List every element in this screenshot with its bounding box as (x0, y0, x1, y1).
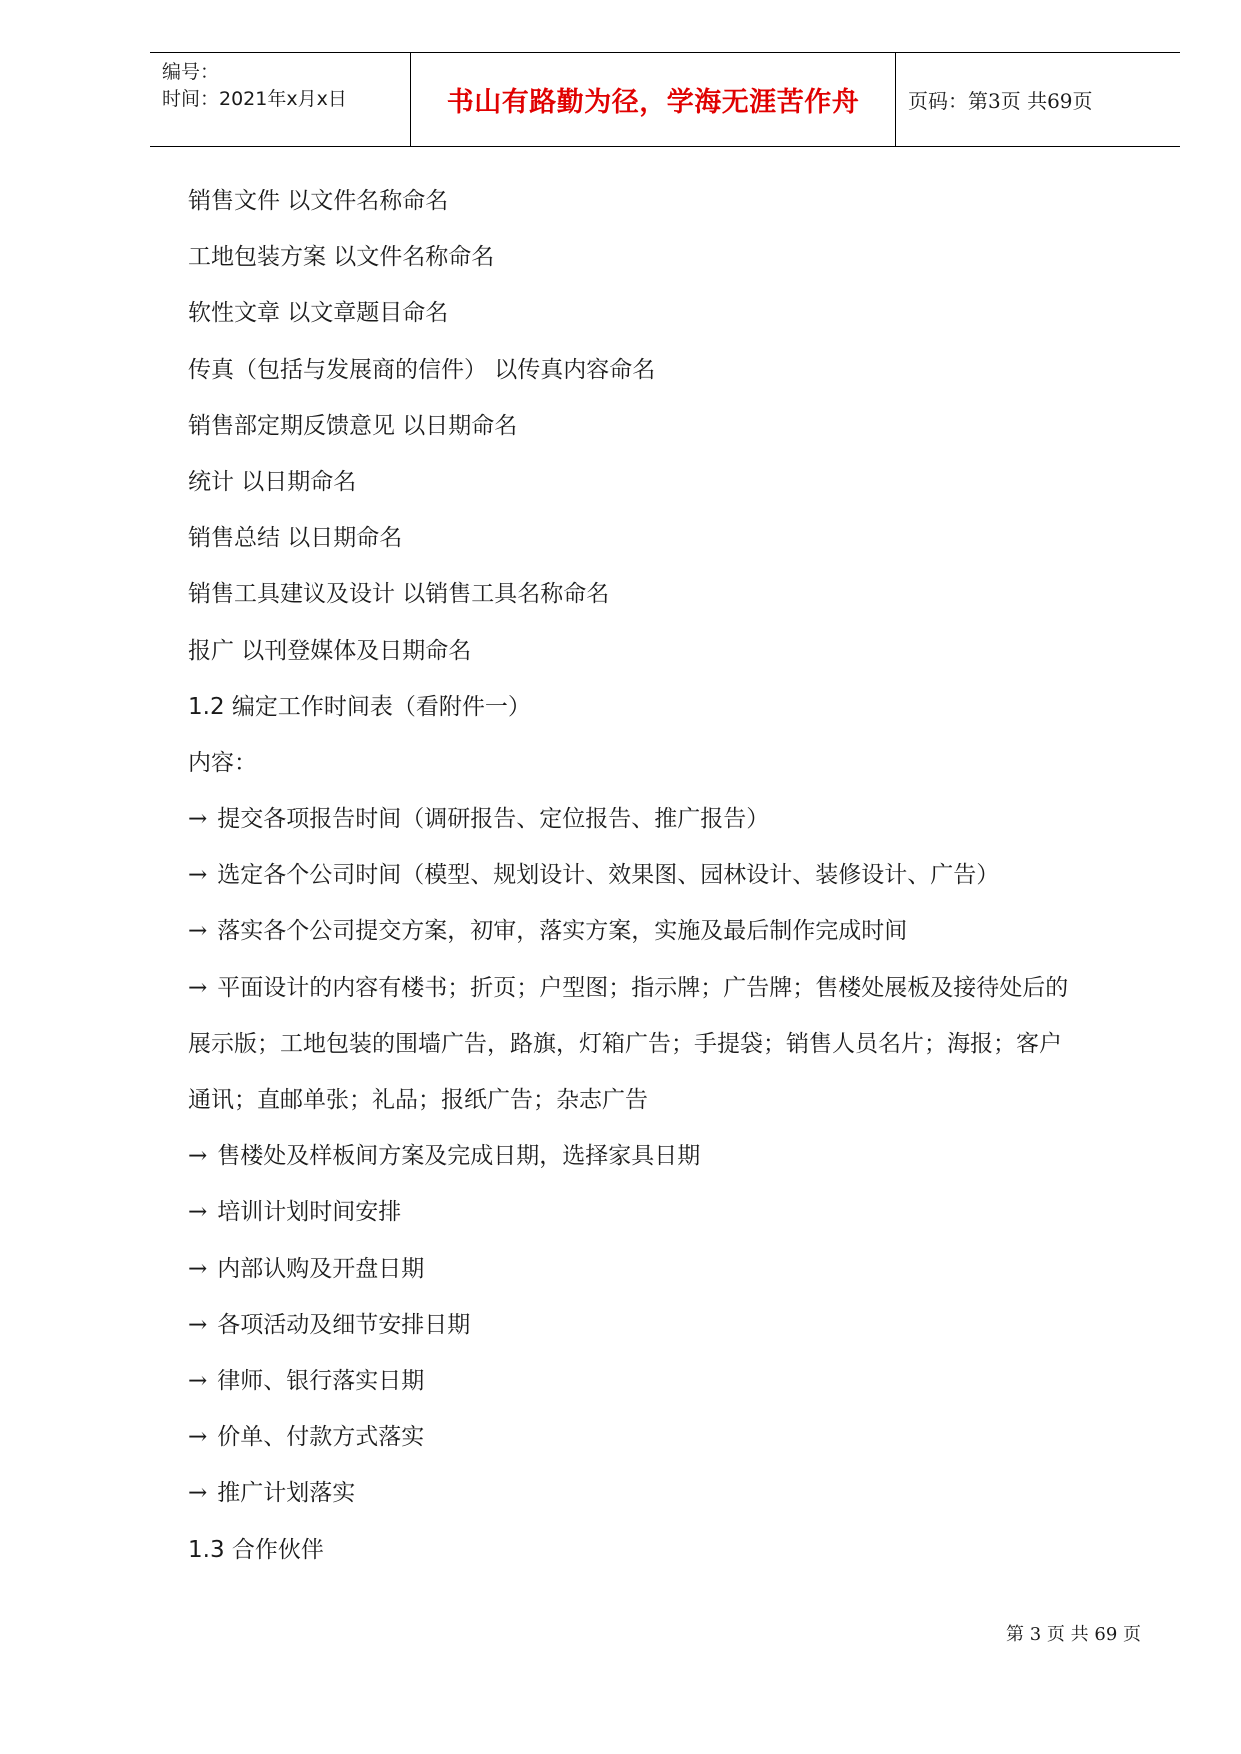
section-heading-1-3 (188, 1524, 1178, 1580)
header-motto-cell (410, 53, 896, 146)
list-item-text: 各项活动及细节安排日期 (217, 1311, 471, 1338)
naming-rule-line: 软性文章 以文章题目命名 (188, 300, 449, 327)
document-time-label: 时间：2021年x月x日 (162, 88, 347, 110)
list-item-text: 售楼处及样板间方案及完成日期，选择家具日期 (217, 1143, 701, 1170)
naming-rule-line: 报广 以刊登媒体及日期命名 (188, 637, 472, 664)
list-item-text: 选定各个公司时间（模型、规划设计、效果图、园林设计、装修设计、广告） (217, 862, 1000, 889)
arrow-icon: → (188, 1367, 208, 1394)
list-item-continuation: 展示版；工地包装的围墙广告，路旗，灯箱广告；手提袋；销售人员名片；海报；客户 (188, 1030, 1062, 1057)
list-item-text: 培训计划时间安排 (217, 1199, 402, 1226)
list-item-text: 落实各个公司提交方案，初审，落实方案，实施及最后制作完成时间 (217, 918, 908, 945)
arrow-icon: → (188, 862, 208, 889)
naming-rule-line: 传真（包括与发展商的信件） 以传真内容命名 (188, 356, 656, 383)
document-number-label: 编号： (162, 61, 220, 83)
arrow-icon: → (188, 1199, 208, 1226)
header-motto: 书山有路勤为径，学海无涯苦作舟 (446, 87, 860, 118)
section-number: 1.3 (188, 1536, 225, 1563)
arrow-icon: → (188, 1311, 208, 1338)
section-title: 编定工作时间表（看附件一） (231, 693, 531, 720)
naming-rule-line: 销售部定期反馈意见 以日期命名 (188, 412, 518, 439)
section-heading-1-2 (188, 681, 1178, 737)
naming-rule-line: 销售工具建议及设计 以销售工具名称命名 (188, 581, 610, 608)
arrow-icon: → (188, 918, 208, 945)
naming-rule-line: 销售文件 以文件名称命名 (188, 188, 449, 214)
arrow-icon: → (188, 1424, 208, 1451)
document-body (188, 175, 1178, 1580)
arrow-icon: → (188, 1255, 208, 1282)
list-item-text: 推广计划落实 (217, 1480, 356, 1507)
arrow-icon: → (188, 806, 208, 833)
list-item (188, 1355, 1178, 1411)
list-item-text: 提交各项报告时间（调研报告、定位报告、推广报告） (217, 806, 770, 833)
arrow-icon: → (188, 974, 208, 1001)
page-header (150, 52, 1180, 147)
list-item-text: 平面设计的内容有楼书；折页；户型图；指示牌；广告牌；售楼处展板及接待处后的 (217, 974, 1069, 1001)
list-item-text: 价单、付款方式落实 (217, 1424, 425, 1451)
list-item-continuation: 通讯；直邮单张；礼品；报纸广告；杂志广告 (188, 1087, 648, 1113)
naming-rule-line: 统计 以日期命名 (188, 468, 357, 495)
header-page-info: 页码：第3页 共69页 (908, 89, 1093, 113)
header-page-cell (896, 53, 1180, 146)
arrow-icon: → (188, 1480, 208, 1507)
list-item (188, 1299, 1178, 1355)
section-title: 合作伙伴 (231, 1536, 324, 1563)
arrow-icon: → (188, 1143, 208, 1170)
list-item (188, 1186, 1178, 1242)
content-label: 内容： (188, 749, 257, 776)
list-item (188, 1411, 1178, 1467)
section-number: 1.2 (188, 693, 225, 720)
list-item (188, 905, 1178, 961)
list-item (188, 1130, 1178, 1186)
list-item-text: 律师、银行落实日期 (217, 1367, 425, 1394)
header-meta (150, 53, 410, 146)
list-item (188, 1467, 1178, 1523)
page-footer: 第 3 页 共 69 页 (1006, 1624, 1141, 1645)
list-item (188, 962, 1178, 1018)
list-item (188, 793, 1178, 849)
list-item-text: 内部认购及开盘日期 (217, 1255, 425, 1282)
list-item (188, 1243, 1178, 1299)
list-item (188, 849, 1178, 905)
naming-rule-line: 销售总结 以日期命名 (188, 525, 403, 552)
naming-rule-line: 工地包装方案 以文件名称命名 (188, 244, 495, 271)
